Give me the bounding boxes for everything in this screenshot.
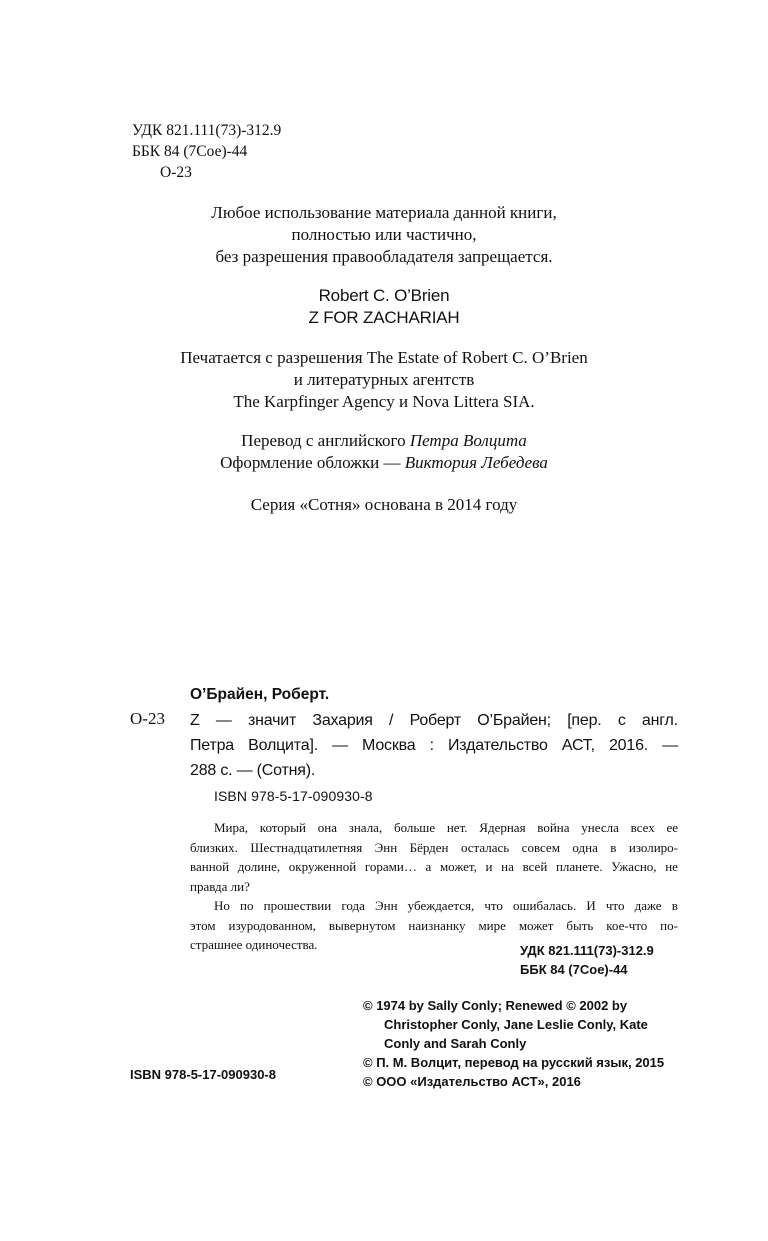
cover-label: Оформление обложки —	[220, 453, 401, 472]
word: по	[240, 898, 254, 913]
isbn-bottom: ISBN 978-5-17-090930-8	[130, 1067, 276, 1082]
text-line	[190, 916, 678, 936]
entry-author: О’Брайен, Роберт.	[190, 686, 330, 703]
catalog-codes	[132, 120, 281, 183]
text-line	[190, 733, 678, 758]
word: унесла	[581, 820, 619, 835]
word: быть	[566, 917, 594, 933]
word: изолиро-	[628, 839, 678, 855]
word: в	[610, 839, 617, 855]
word: близких.	[190, 839, 238, 855]
word: /	[389, 712, 394, 729]
series-line	[0, 494, 768, 516]
word: она	[317, 820, 337, 835]
text-line	[190, 896, 678, 916]
word: О’Брайен;	[477, 712, 551, 729]
cover-credit	[0, 452, 768, 474]
word: Ядерная	[479, 820, 526, 835]
copyright-line: © 1974 by Sally Conly; Renewed © 2002 by	[363, 998, 628, 1013]
word: 288 с. — (Сотня).	[190, 762, 316, 779]
word: планете.	[555, 859, 603, 874]
word: с	[617, 712, 626, 729]
text-line	[190, 857, 678, 877]
entry-description	[190, 708, 678, 783]
credits-block	[0, 430, 768, 474]
permission-line: Печатается с разрешения The Estate of Robert C. O’Brien	[180, 348, 588, 367]
word: всех	[630, 820, 655, 835]
word: года	[341, 898, 365, 913]
copyright-block	[363, 996, 664, 1091]
word: долине,	[237, 859, 281, 874]
word: на	[501, 859, 514, 874]
word: правда ли?	[190, 878, 250, 894]
word: что	[484, 898, 503, 913]
author-mark: О-23	[160, 164, 192, 181]
original-title: Z FOR ZACHARIAH	[308, 308, 460, 327]
word: наизнанку	[408, 917, 466, 933]
word: Шестнадцатилетняя	[250, 839, 363, 855]
translation-credit	[0, 430, 768, 452]
word: что	[605, 898, 625, 913]
word: Петра	[190, 737, 234, 754]
word: мире	[478, 917, 506, 933]
word: ошибалась.	[513, 898, 577, 913]
word: даже	[634, 898, 662, 913]
word: АСТ,	[561, 737, 595, 754]
word: не	[665, 859, 678, 874]
word: изуродованном,	[228, 917, 316, 933]
word: Энн	[374, 839, 398, 855]
word: Москва	[362, 737, 416, 754]
permission-block	[0, 347, 768, 413]
word: Роберт	[409, 712, 461, 729]
word: —	[215, 712, 232, 729]
udk-code-bottom: УДК 821.111(73)-312.9	[520, 943, 654, 958]
word: Ужасно,	[611, 859, 657, 874]
word: 2016.	[608, 737, 649, 754]
word: может,	[439, 859, 477, 874]
word: осталась	[460, 839, 510, 855]
cover-designer-name: Виктория Лебедева	[404, 453, 548, 472]
word: И	[586, 898, 596, 913]
entry-isbn: ISBN 978-5-17-090930-8	[214, 788, 373, 804]
udk-code: УДК 821.111(73)-312.9	[132, 122, 282, 139]
series-text: Серия «Сотня» основана в 2014 году	[250, 495, 518, 514]
word: убеждается,	[407, 898, 475, 913]
word: Мира,	[214, 820, 249, 835]
copyright-line: Christopher Conly, Jane Leslie Conly, Kate	[384, 1017, 648, 1032]
notice-line: полностью или частично,	[291, 225, 477, 244]
word: Z	[190, 712, 200, 729]
text-line	[190, 877, 678, 897]
word: Энн	[375, 898, 398, 913]
text-line	[190, 708, 678, 733]
copyright-line: Conly and Sarah Conly	[384, 1036, 527, 1051]
word: окруженной	[288, 859, 357, 874]
translation-label: Перевод с английского	[241, 431, 406, 450]
permission-line: и литературных агентств	[293, 370, 475, 389]
word: прошествии	[263, 898, 332, 913]
word: вывернутом	[328, 917, 396, 933]
word: больше	[393, 820, 436, 835]
bbk-code: ББК 84 (7Сое)-44	[132, 143, 248, 160]
text-line	[190, 758, 678, 783]
word: может	[518, 917, 554, 933]
word: и	[485, 859, 493, 874]
word: кое-что	[606, 917, 648, 933]
word: который	[259, 820, 306, 835]
usage-notice	[0, 202, 768, 268]
copyright-line: © ООО «Издательство АСТ», 2016	[363, 1074, 581, 1089]
text-line	[190, 838, 678, 858]
notice-line: Любое использование материала данной книги,	[211, 203, 557, 222]
word: нет.	[446, 820, 468, 835]
word: в	[671, 898, 678, 913]
word: страшнее одиночества.	[190, 937, 318, 952]
word: Издательство	[448, 737, 548, 754]
word: [пер.	[567, 712, 602, 729]
word: Но	[214, 898, 230, 913]
word: Захария	[312, 712, 373, 729]
word: —	[332, 737, 348, 754]
copyright-line: © П. М. Волцит, перевод на русский язык, 2015	[363, 1055, 665, 1070]
codes-right	[520, 941, 654, 979]
annotation	[190, 818, 678, 955]
word: по-	[660, 917, 678, 933]
word: знала,	[348, 820, 383, 835]
word: совсем	[521, 839, 560, 855]
word: горами…	[364, 859, 417, 874]
word: этом	[190, 917, 216, 933]
bbk-code-bottom: ББК 84 (7Сое)-44	[520, 962, 628, 977]
word: :	[429, 737, 434, 754]
word: значит	[247, 712, 297, 729]
original-author: Robert C. O’Brien	[318, 286, 450, 305]
word: всей	[522, 859, 548, 874]
word: англ.	[641, 712, 678, 729]
translator-name: Петра Волцита	[409, 431, 527, 450]
permission-line: The Karpfinger Agency и Nova Littera SIA.	[233, 392, 535, 411]
entry-code: О-23	[130, 709, 165, 728]
word: ее	[666, 820, 678, 835]
word: одна	[572, 839, 598, 855]
notice-line: без разрешения правообладателя запрещается.	[215, 247, 553, 266]
word: а	[425, 859, 432, 874]
word: Бёрден	[409, 839, 449, 855]
word: Волцита].	[248, 737, 318, 754]
text-line	[190, 818, 678, 838]
word: война	[537, 820, 570, 835]
word: —	[662, 737, 678, 754]
word: ванной	[190, 859, 230, 874]
original-edition	[0, 285, 768, 329]
